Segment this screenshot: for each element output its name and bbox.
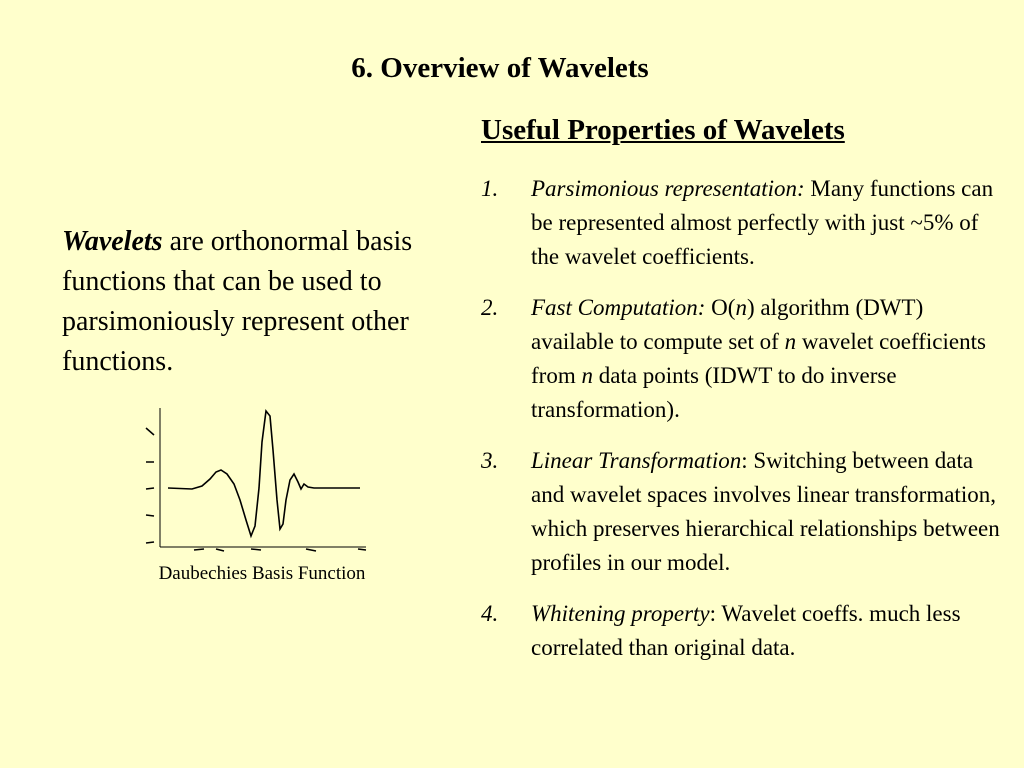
property-variable: n <box>784 329 797 354</box>
intro-paragraph <box>62 222 462 382</box>
slide-title: 6. Overview of Wavelets <box>351 52 649 84</box>
daubechies-plot <box>120 402 390 562</box>
property-item-whitening <box>481 597 1001 665</box>
intro-term: Wavelets <box>62 226 163 257</box>
property-text: : Wavelet coeffs. much less correlated than original data. <box>531 601 961 660</box>
property-name: Linear Transformation <box>531 448 742 473</box>
property-text-part: data points (IDWT to do inverse transformation). <box>531 363 897 422</box>
property-variable: n <box>735 295 747 320</box>
y-axis-tick-marks <box>146 428 154 543</box>
figure-caption: Daubechies Basis Function <box>158 563 366 584</box>
property-text-part: wavelet coefficients from <box>531 329 986 388</box>
property-text-part: ) algorithm (DWT) available to compute set of <box>531 295 924 354</box>
property-number: 1. <box>481 176 499 201</box>
property-variable: n <box>581 363 593 388</box>
daubechies-plot-svg <box>120 402 390 562</box>
property-name: Fast Computation: <box>531 295 706 320</box>
x-axis-tick-marks <box>194 549 366 551</box>
property-name: Whitening property <box>531 601 710 626</box>
properties-list <box>481 172 1001 682</box>
property-text: Many functions can be represented almost perfectly with just ~5% of the wavelet coefficients. <box>531 176 994 269</box>
intro-text: are orthonormal basis functions that can be used to parsimoniously represent other functions. <box>62 226 413 377</box>
property-item-fast-computation <box>481 291 1001 427</box>
property-name: Parsimonious representation: <box>531 176 805 201</box>
property-number: 2. <box>481 295 499 320</box>
properties-heading: Useful Properties of Wavelets <box>481 114 845 146</box>
property-number: 4. <box>481 601 499 626</box>
property-text-part: O( <box>705 295 736 320</box>
property-text: : Switching between data and wavelet spaces involves linear transformation, which preserves hierarchical relationships between profiles in our model. <box>531 448 1000 575</box>
property-item-linear-transformation <box>481 444 1001 580</box>
property-item-parsimonious <box>481 172 1001 274</box>
property-number: 3. <box>481 448 499 473</box>
daubechies-wavelet-curve <box>168 411 360 536</box>
